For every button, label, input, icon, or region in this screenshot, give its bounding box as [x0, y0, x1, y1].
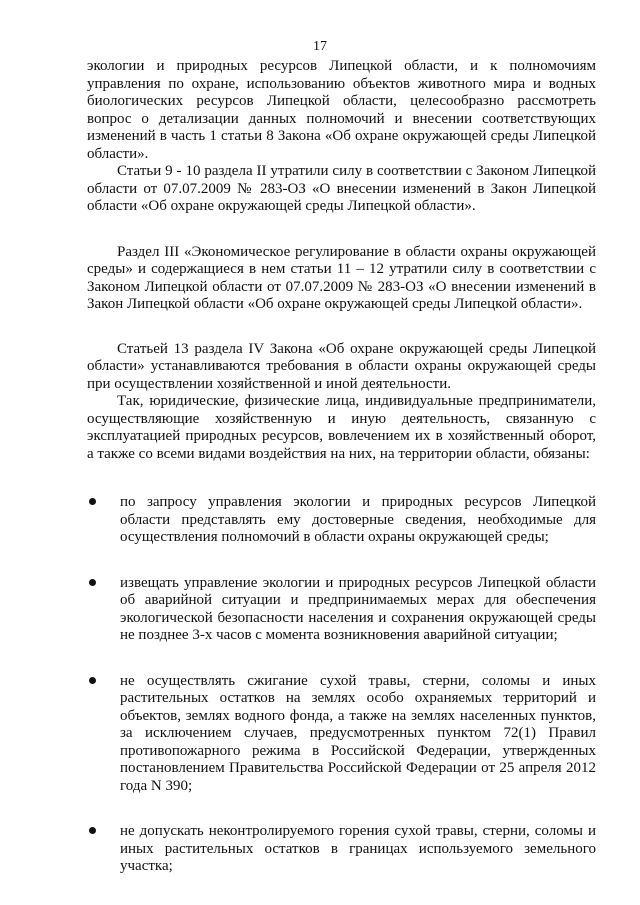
- bullet-icon: [89, 677, 96, 684]
- obligations-list: [87, 494, 596, 876]
- list-item-text: не осуществлять сжигание сухой травы, стерни, соломы и иных растительных остатков на землях особо охраняемых территорий и объектов, землях водного фонда, а также на землях населенных пунктов, за исключением случаев, предусмотренных пунктом 72(1) Правил противопожарного режима в Российской Федерации, утвержденных постановлением Правительства Российской Федерации от 25 апреля 2012 года N 390;: [120, 672, 596, 794]
- bullet-icon: [89, 579, 96, 586]
- paragraph-article-13: Статьей 13 раздела IV Закона «Об охране окружающей среды Липецкой области» устанавливаются требования в области охраны окружающей среды при осуществлении хозяйственной и иной деятельности.: [87, 340, 596, 392]
- list-item-text: по запросу управления экологии и природных ресурсов Липецкой области представлять ему достоверные сведения, необходимые для осуществления полномочий в области охраны окружающей среды;: [120, 494, 596, 545]
- paragraph-articles-9-10: Статьи 9 - 10 раздела II утратили силу в соответствии с Законом Липецкой области от 07.07.2009 № 283-ОЗ «О внесении изменений в Закон Липецкой области «Об охране окружающей среды Липецкой области».: [87, 163, 596, 214]
- list-item-text: не допускать неконтролируемого горения сухой травы, стерни, соломы и иных растительных остатков в границах используемого земельного участка;: [120, 823, 596, 874]
- document-body: [87, 58, 596, 876]
- list-item: [87, 673, 596, 796]
- list-item: [87, 575, 596, 645]
- list-item: [87, 494, 596, 547]
- paragraph-obligations-intro: Так, юридические, физические лица, индивидуальные предприниматели, осуществляющие хозяйственную и иную деятельность, связанную с эксплуатацией природных ресурсов, вовлечением их в хозяйственный оборот, а также со всеми видами воздействия на них, на территории области, обязаны:: [87, 393, 596, 462]
- paragraph-section-3: Раздел III «Экономическое регулирование в области охраны окружающей среды» и содержащиеся в нем статьи 11 – 12 утратили силу в соответствии с Законом Липецкой области от 07.07.2009 № 283-ОЗ «О внесении изменений в Закон Липецкой области «Об охране окружающей среды Липецкой области».: [87, 243, 596, 312]
- bullet-icon: [89, 498, 96, 505]
- page-number: 17: [313, 39, 327, 54]
- list-item: [87, 823, 596, 876]
- bullet-icon: [89, 827, 96, 834]
- paragraph-continuation: экологии и природных ресурсов Липецкой области, и к полномочиям управления по охране, использованию объектов животного мира и водных биологических ресурсов Липецкой области, целесообразно рассмотреть вопрос о детализации данных полномочий и внесении соответствующих изменений в часть 1 статьи 8 Закона «Об охране окружающей среды Липецкой области».: [87, 58, 596, 162]
- list-item-text: извещать управление экологии и природных ресурсов Липецкой области об аварийной ситуации и предпринимаемых мерах для обеспечения экологической безопасности населения и сохранения окружающей среды не позднее 3-х часов с момента возникновения аварийной ситуации;: [120, 574, 596, 643]
